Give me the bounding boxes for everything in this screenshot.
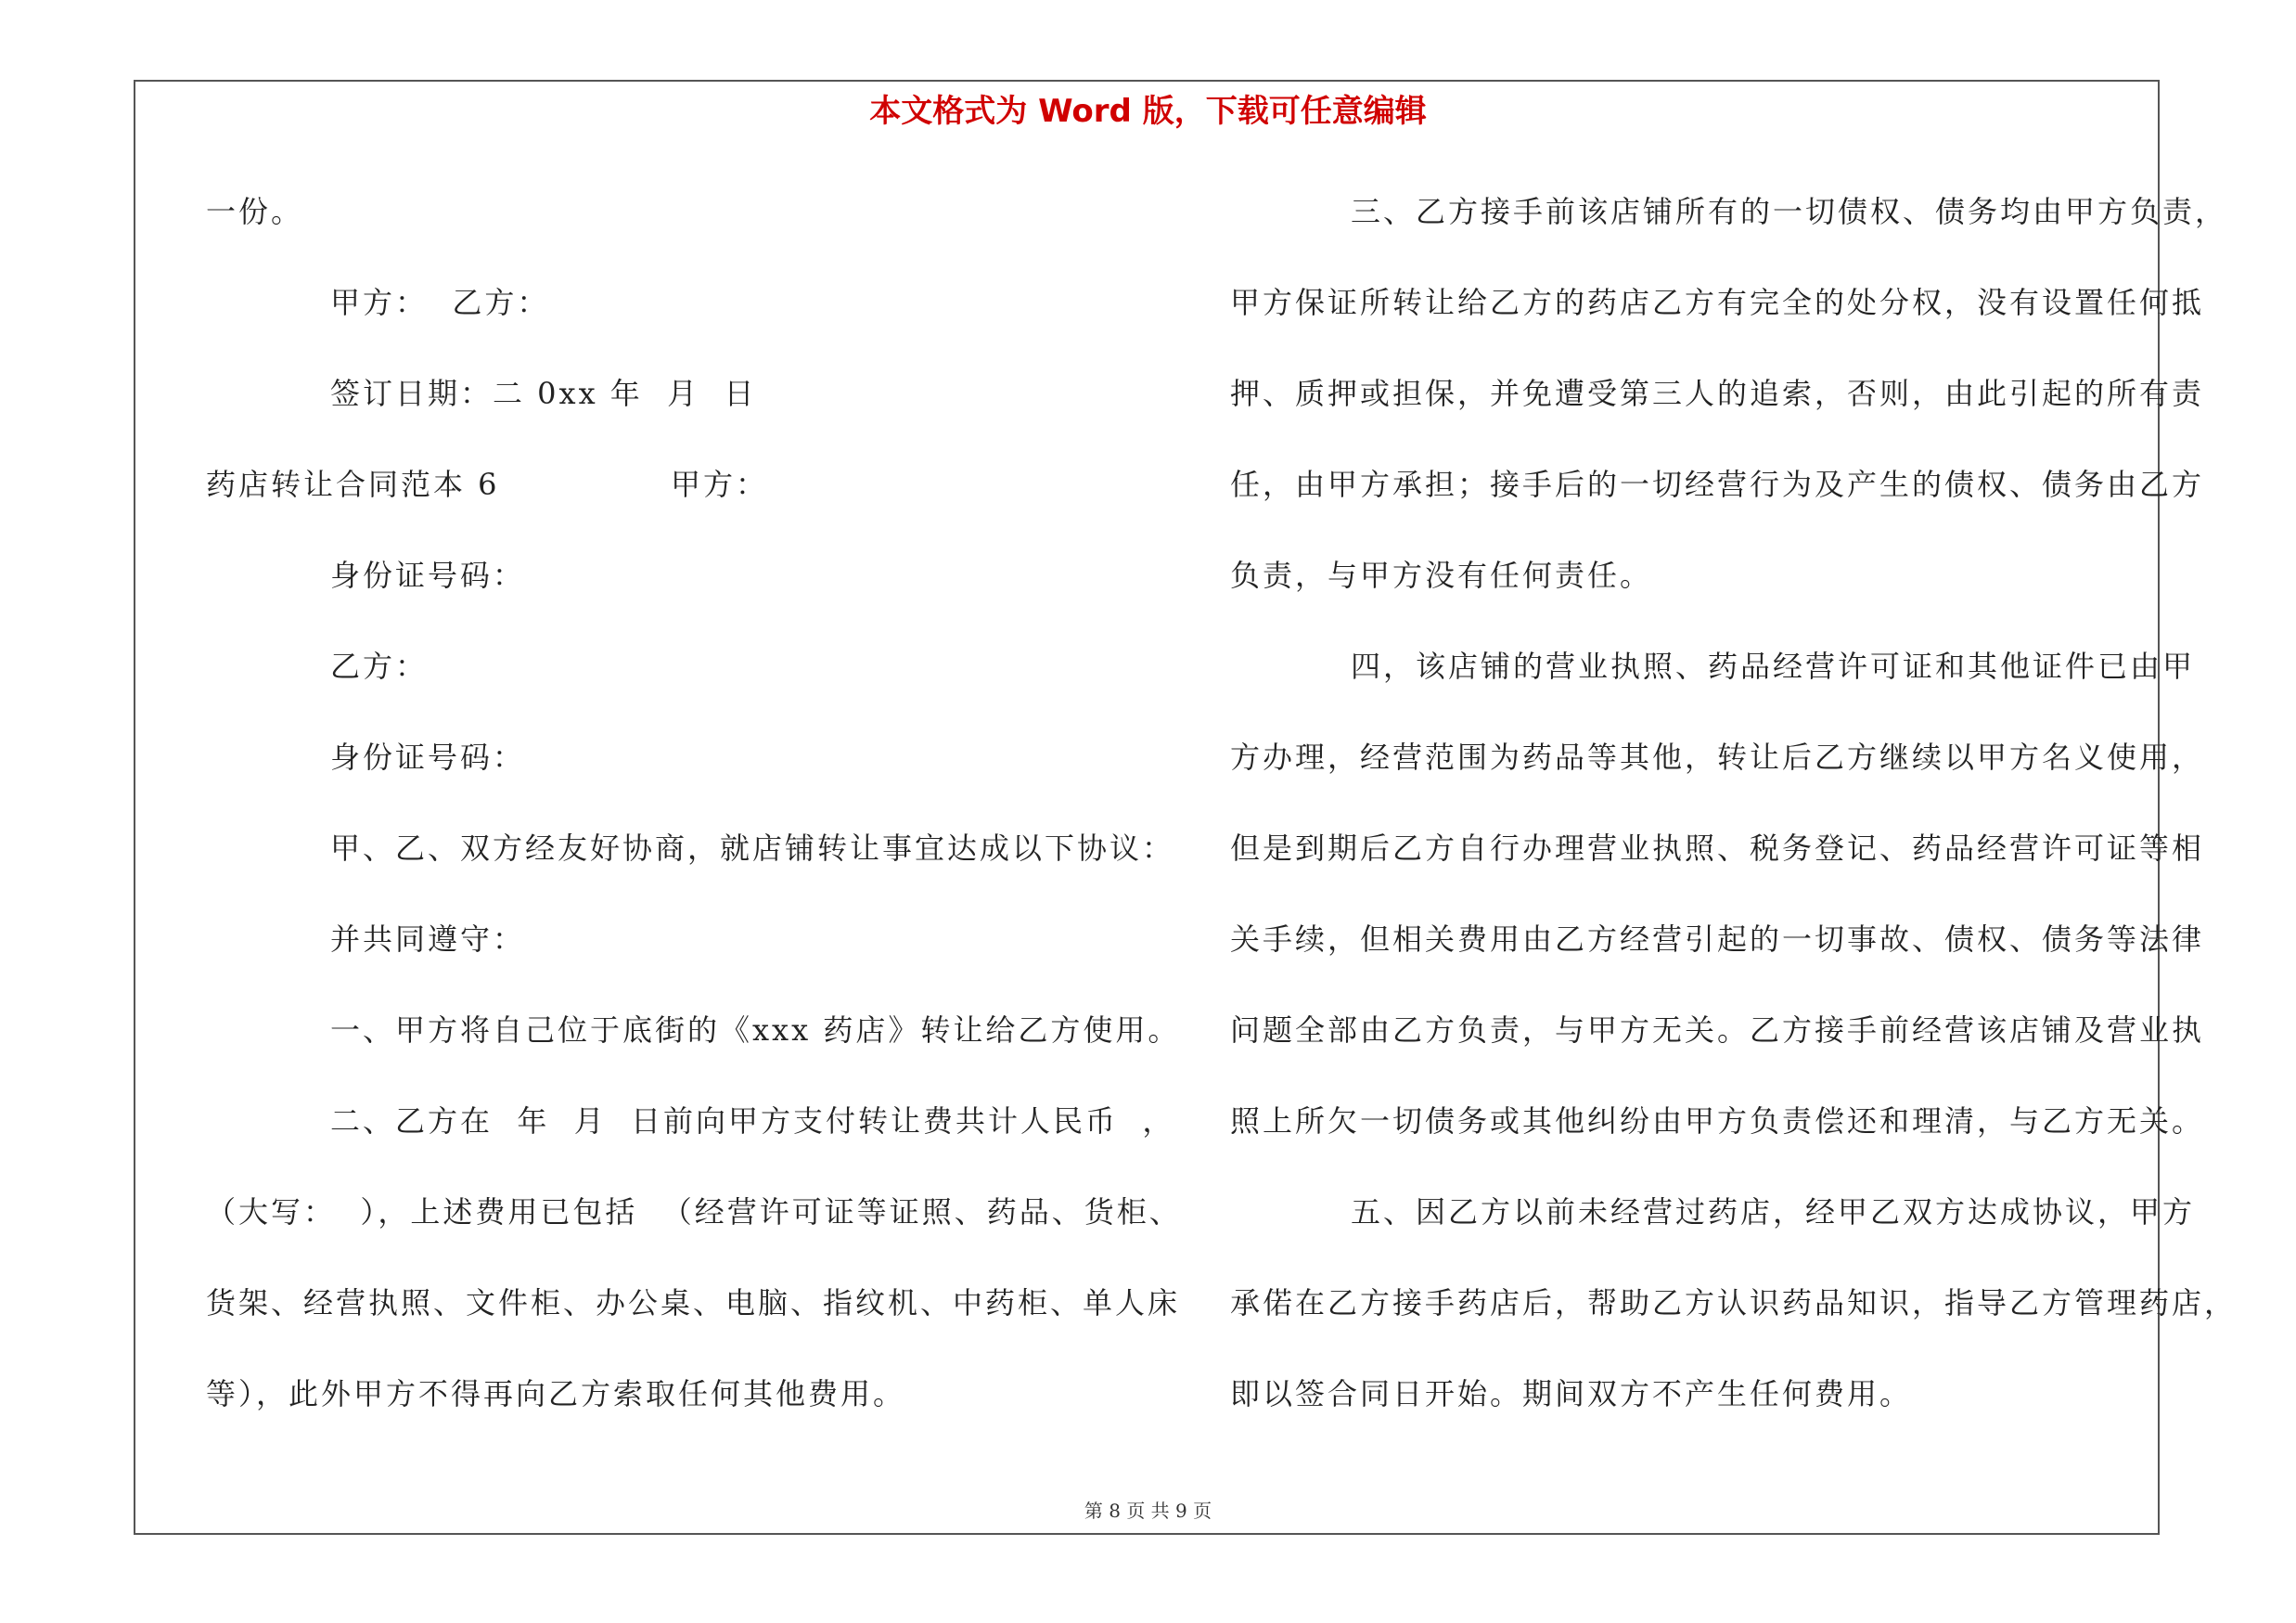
text-line: 身份证号码： (330, 558, 526, 593)
text-line: 承偌在乙方接手药店后，帮助乙方认识药品知识，指导乙方管理药店， (1230, 1285, 2238, 1320)
text-line: 五、因乙方以前未经营过药店，经甲乙双方达成协议，甲方 (1351, 1194, 2196, 1230)
text-line: 押、质押或担保，并免遭受第三人的追索，否则，由此引起的所有责 (1230, 376, 2205, 411)
text-line: 任，由甲方承担；接手后的一切经营行为及产生的债权、债务由乙方 (1230, 467, 2205, 502)
text-line: 一、甲方将自己位于底街的《xxx 药店》转让给乙方使用。 (330, 1012, 1181, 1048)
text-line: 等），此外甲方不得再向乙方索取任何其他费用。 (206, 1376, 906, 1411)
page-number: 第 8 页 共 9 页 (1084, 1500, 1212, 1522)
text-line: 但是到期后乙方自行办理营业执照、税务登记、药品经营许可证等相 (1230, 831, 2205, 866)
text-line: 甲方保证所转让给乙方的药店乙方有完全的处分权，没有设置任何抵 (1230, 285, 2205, 320)
text-line: 负责，与甲方没有任何责任。 (1230, 558, 1653, 593)
right-column (1230, 184, 2238, 1457)
text-line: 乙方： (330, 649, 429, 684)
text-line: 照上所欠一切债务或其他纠纷由甲方负责偿还和理清，与乙方无关。 (1230, 1103, 2205, 1139)
header-banner: 本文格式为 Word 版，下载可任意编辑 (869, 93, 1427, 130)
text-line: 一份。 (206, 194, 304, 229)
text-line: 甲方： 乙方： (330, 285, 550, 320)
text-line: （大写： ），上述费用已包括 （经营许可证等证照、药品、货柜、 (206, 1194, 1182, 1230)
text-line: 即以签合同日开始。期间双方不产生任何费用。 (1230, 1376, 1913, 1411)
text-line: 关手续，但相关费用由乙方经营引起的一切事故、债权、债务等法律 (1230, 921, 2205, 957)
text-line: 甲、乙、双方经友好协商，就店铺转让事宜达成以下协议： (330, 831, 1175, 866)
text-line: 三、乙方接手前该店铺所有的一切债权、债务均由甲方负责， (1351, 194, 2228, 229)
text-line: 签订日期：二 0xx 年 月 日 (330, 376, 757, 411)
text-line: 四，该店铺的营业执照、药品经营许可证和其他证件已由甲 (1351, 649, 2196, 684)
text-line: 问题全部由乙方负责，与甲方无关。乙方接手前经营该店铺及营业执 (1230, 1012, 2205, 1048)
left-column (206, 184, 1182, 1457)
text-line: 货架、经营执照、文件柜、办公桌、电脑、指纹机、中药柜、单人床 (206, 1285, 1181, 1320)
text-line: 二、乙方在 年 月 日前向甲方支付转让费共计人民币 ， (330, 1103, 1175, 1139)
text-line: 并共同遵守： (330, 921, 526, 957)
text-line: 药店转让合同范本 6 甲方： (206, 467, 768, 502)
text-line: 方办理，经营范围为药品等其他，转让后乙方继续以甲方名义使用， (1230, 740, 2205, 775)
text-line: 身份证号码： (330, 740, 526, 775)
